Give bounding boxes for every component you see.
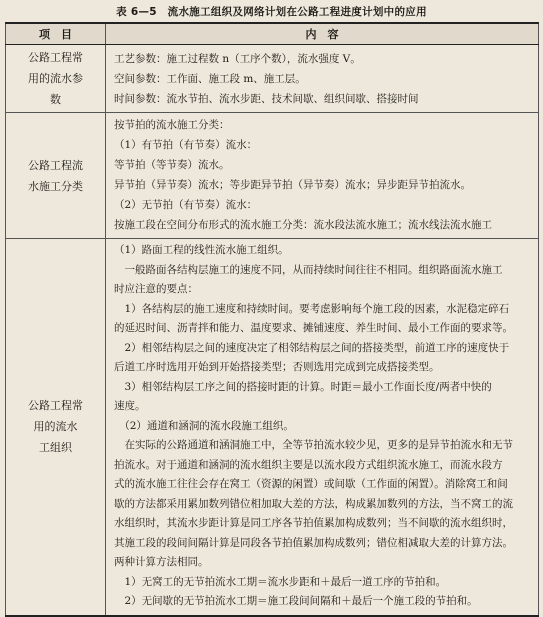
row-content bbox=[106, 239, 539, 616]
content-line: 在实际的公路通道和涵洞施工中，全等节拍流水较少见，更多的是异节拍流水和无节 bbox=[114, 439, 513, 451]
content-line: 的延迟时间、沥青拌和能力、温度要求、摊铺速度、养生时间、最小工作面的要求等。 bbox=[114, 322, 513, 334]
content-line: 式的流水施工往往会存在窝工（资源的闲置）或间歇（工作面的闲置）。消除窝工和间 bbox=[114, 478, 508, 490]
category-line: 公路工程常 bbox=[28, 399, 83, 413]
content-line: （2）无节拍（有节奏）流水： bbox=[114, 199, 258, 211]
content-line: 2）相邻结构层之间的速度决定了相邻结构层之间的搭接类型，前道工序的速度快于 bbox=[114, 341, 510, 354]
content-line: （2）通道和涵洞的流水段施工组织。 bbox=[114, 419, 294, 432]
content-line: 时间参数：流水节拍、流水步距、技术间歇、组织间歇、搭接时间 bbox=[114, 93, 419, 105]
table-caption: 表 6—5 流水施工组织及网络计划在公路工程进度计划中的应用 bbox=[116, 6, 427, 18]
content-line: 空间参数：工作面、施工段 m、施工层。 bbox=[114, 73, 306, 85]
table-row bbox=[6, 239, 539, 616]
row-content bbox=[106, 45, 539, 113]
content-line: 速度。 bbox=[114, 400, 146, 412]
content-line: 按节拍的流水施工分类： bbox=[114, 119, 230, 131]
header-item: 项 目 bbox=[6, 23, 106, 45]
content-line: 按施工段在空间分布形式的流水施工分类：流水段法流水施工；流水线法流水施工 bbox=[114, 219, 492, 231]
category-line: 公路工程常 bbox=[28, 51, 83, 64]
content-line: 2）无间歇的无节拍流水工期＝施工段间间隔和＋最后一个施工段的节拍和。 bbox=[114, 595, 478, 607]
category-line: 公路工程流 bbox=[28, 158, 83, 172]
category-line: 用的流水 bbox=[33, 420, 78, 434]
content-line: 3）相邻结构层工序之间的搭接时距的计算。时距＝最小工作面长度/两者中快的 bbox=[114, 380, 492, 393]
content-line: 后道工序时选用开始到开始搭接类型；否则选用完成到完成搭接类型。 bbox=[114, 361, 440, 373]
content-line: 其施工段的段间间隔计算是同段各节拍值累加构成数列；错位相减取大差的计算方法。 bbox=[114, 536, 513, 549]
row-category bbox=[6, 239, 106, 616]
content-line: 拍流水。对于通道和涵洞的流水组织主要是以流水段方式组织流水施工，而流水段方 bbox=[114, 458, 503, 471]
content-line: 水组织时，其流水步距计算是同工序各节拍值累加构成数列；当不间歇的流水组织时， bbox=[114, 517, 513, 529]
content-table bbox=[5, 22, 539, 617]
content-line: （1）有节拍（有节奏）流水： bbox=[114, 139, 258, 151]
table-row bbox=[6, 45, 539, 113]
content-line: 两种计算方法相同。 bbox=[114, 556, 209, 568]
row-category bbox=[6, 113, 106, 239]
content-line: （1）路面工程的线性流水施工组织。 bbox=[114, 244, 289, 256]
row-category bbox=[6, 45, 106, 113]
header-content: 内 容 bbox=[106, 23, 539, 45]
content-line: 等节拍（等节奏）流水。 bbox=[114, 159, 230, 171]
row-content bbox=[106, 113, 539, 239]
content-line: 一般路面各结构层施工的速度不同，从而持续时间往往不相同。组织路面流水施工 bbox=[114, 263, 503, 276]
table-row bbox=[6, 113, 539, 239]
category-line: 用的流水参 bbox=[28, 72, 83, 85]
content-line: 1）无窝工的无节拍流水工期＝流水步距和＋最后一道工序的节拍和。 bbox=[114, 575, 447, 588]
content-line: 1）各结构层的施工速度和持续时间。要考虑影响每个施工段的因素，水泥稳定碎石 bbox=[114, 302, 510, 315]
content-line: 时应注意的要点： bbox=[114, 283, 198, 295]
category-line: 工组织 bbox=[39, 441, 72, 455]
category-line: 数 bbox=[50, 93, 61, 106]
content-line: 工艺参数：施工过程数 n（工序个数），流水强度 V。 bbox=[114, 53, 361, 65]
content-line: 歇的方法都采用累加数列错位相加取大差的方法，构成累加数列的方法，当不窝工的流 bbox=[114, 497, 513, 510]
content-line: 异节拍（异节奏）流水；等步距异节拍（异节奏）流水；异步距异节拍流水。 bbox=[114, 179, 471, 191]
table-header-row bbox=[6, 23, 539, 45]
category-line: 水施工分类 bbox=[28, 179, 83, 193]
